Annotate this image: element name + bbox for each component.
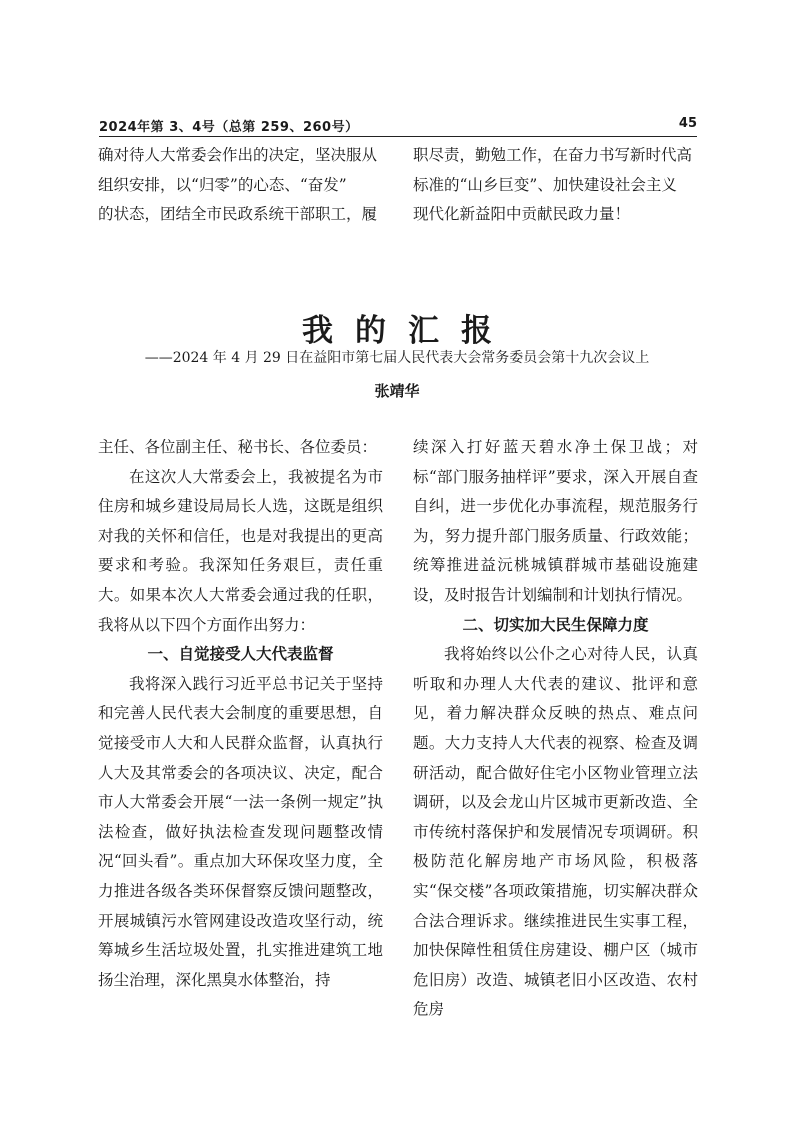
header-divider (99, 136, 697, 137)
issue-label: 2024年第 3、4号（总第 259、260号） (99, 120, 359, 135)
article-subtitle: ——2024 年 4 月 29 日在益阳市第七届人民代表大会常务委员会第十九次会议上 (144, 350, 650, 366)
text-line: 现代化新益阳中贡献民政力量！ (413, 205, 631, 224)
text-line: 组织安排，以“归零”的心态、“奋发” (98, 175, 347, 194)
salutation: 主任、各位副主任、秘书长、各位委员： (98, 438, 378, 456)
text-line: 确对待人大常委会作出的决定，坚决服从 (98, 146, 378, 164)
article-column-left (98, 433, 383, 995)
section-2-paragraph: 我将始终以公仆之心对待人民，认真听取和办理人大代表的建议、批评和意见，着力解决群众反映的热点、难点问题。大力支持人大代表的视察、检查及调研活动，配合做好住宅小区物业管理立法调研，以及会龙山片区城市更新改造、全市传统村落保护和发展情况专项调研。积极防范化解房地产市场风险，积极落实“保交楼”各项政策措施，切实解决群众合法合理诉求。继续推进民生实事工程，加快保障性租赁住房建设、棚户区（城市危旧房）改造、城镇老旧小区改造、农村危房 (413, 645, 698, 1019)
section-heading-1: 一、自觉接受人大代表监督 (147, 645, 334, 664)
text-line: 职尽责，勤勉工作，在奋力书写新时代高 (413, 146, 693, 164)
section-1-paragraph: 我将深入践行习近平总书记关于坚持和完善人民代表大会制度的重要思想，自觉接受市人大和人民群众监督，认真执行人大及其常委会的各项决议、决定，配合市人大常委会开展“一法一条例一规定”执法检查，做好执法检查发现问题整改情况“回头看”。重点加大环保攻坚力度，全力推进各级各类环保督察反馈问题整改，开展城镇污水管网建设改造攻坚行动，统筹城乡生活垃圾处置，扎实推进建筑工地扬尘治理，深化黑臭水体整治，持 (98, 674, 383, 989)
text-line: 的状态，团结全市民政系统干部职工，履 (98, 205, 378, 224)
section-heading-2: 二、切实加大民生保障力度 (462, 615, 649, 634)
previous-article-tail-left (98, 141, 383, 230)
text-line: 标准的“山乡巨变”、加快建设社会主义 (413, 175, 677, 194)
section-1-continued: 续深入打好蓝天碧水净土保卫战；对标“部门服务抽样评”要求，深入开展自查自纠，进一步优化办事流程，规范服务行为，努力提升部门服务质量、行政效能；统筹推进益沅桃城镇群城市基础设施建设，及时报告计划编制和计划执行情况。 (413, 438, 698, 604)
article-title: 我的汇报 (302, 313, 514, 349)
running-header (99, 116, 697, 136)
previous-article-tail-right (413, 141, 698, 230)
article-author: 张靖华 (374, 382, 420, 400)
article-column-right (413, 433, 698, 1025)
page-number: 45 (678, 116, 697, 131)
intro-paragraph: 在这次人大常委会上，我被提名为市住房和城乡建设局局长人选，这既是组织对我的关怀和信任，也是对我提出的更高要求和考验。我深知任务艰巨，责任重大。如果本次人大常委会通过我的任职，我将从以下四个方面作出努力： (98, 467, 383, 634)
